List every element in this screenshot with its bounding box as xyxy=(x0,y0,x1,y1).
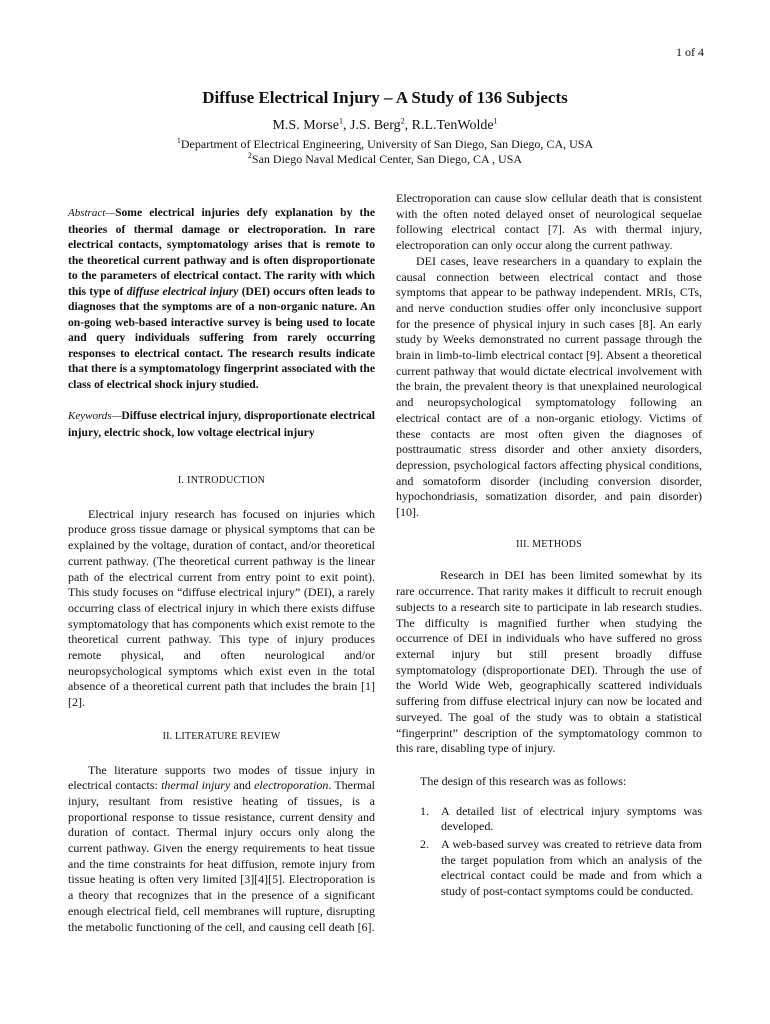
affiliation-mark: 1 xyxy=(176,136,181,145)
keywords-text: Diffuse electrical injury, disproportionate electrical injury, electric shock, low voltage electrical injury xyxy=(68,409,375,439)
literature-emphasis: thermal injury xyxy=(161,778,231,793)
abstract xyxy=(68,205,375,392)
list-item xyxy=(396,804,702,835)
design-intro: The design of this research was as follows: xyxy=(420,773,627,788)
section-number: I. xyxy=(177,475,187,486)
affiliation-1 xyxy=(0,137,770,152)
affiliation-text: Department of Electrical Engineering, University of San Diego, San Diego, CA, USA xyxy=(180,137,594,151)
literature-paragraph xyxy=(68,763,375,936)
literature-text: and xyxy=(230,778,255,793)
section-initial: I xyxy=(186,474,191,486)
abstract-text-2: (DEI) occurs often leads to diagnoses that the symptoms are of a non-organic nature. An on-going web-based interactive survey is being used to locate and query individuals suffering from rarely occurring responses to electrical contact. The research results indicate that there is a symptomatology fingerprint associated with the class of electrical shock injury studied. xyxy=(68,284,375,391)
paper-title: Diffuse Electrical Injury – A Study of 136 Subjects xyxy=(202,88,568,107)
author-affiliation-mark: 2 xyxy=(400,116,405,126)
methods-paragraph: Research in DEI has been limited somewhat by its rare occurrence. That rarity makes it difficult to recruit enough subjects to a research site to participate in lab research studies. The difficulty is magnified further when studying the occurrence of DEI in individuals who have suffered no gross external injury but still present broadly diffuse symptomatology (disproportionate DEI). Through the use of the World Wide Web, geographically scattered individuals suffering from diffuse electrical injury can now be located and surveyed. The goal of the study was to obtain a statistical “fingerprint” description of the symptomatology common to this rare, disabling type of injury. xyxy=(396,568,702,756)
page-number: 1 of 4 xyxy=(676,45,704,59)
author-name: R.L.TenWolde xyxy=(411,118,494,133)
author-line: M.S. Morse$^1$, J.S. Berg$^2$, R.L.TenWolde$^1$ xyxy=(272,116,498,133)
left-column xyxy=(68,205,375,935)
literature-text: . Thermal injury, resultant from resistive heating of tissues, is a proportional response to tissue resistance, current density and duration of contact. Thermal injury occurs only along the current pathway. Given the energy requirements to heat tissue and the time constraints for heat diffusion, remote injury from tissue heating is often very limited [3][4][5]. Electroporation is a theory that recognizes that in the presence of a significant enough electrical field, cell membranes will rupture, disrupting the metabolic functioning of the cell, and causing cell death [6]. xyxy=(68,778,375,934)
author-affiliation-mark: 1 xyxy=(338,116,343,126)
affiliation-text: San Diego Naval Medical Center, San Diego, CA , USA xyxy=(251,152,523,166)
author-name: J.S. Berg xyxy=(349,118,401,133)
introduction-paragraph: Electrical injury research has focused on injuries which produce gross tissue damage or physical symptoms that can be explained by the voltage, duration of contact, and/or theoretical current pathway. (The theoretical current pathway is the linear path of the electrical current from entry point to exit point). This study focuses on “diffuse electrical injury” (DEI), a rarely occurring class of electrical injury in which there exists diffuse symptomatology that has components which exist remote to the theoretical current pathway. This type of injury produces remote physical, and often neurological and/or neuropsychological symptoms which exist even in the total absence of a theoretical current path that includes the brain [1][2]. xyxy=(68,506,375,710)
author-name: M.S. Morse xyxy=(272,118,339,133)
affiliation-mark: 2 xyxy=(247,151,252,160)
section-heading-literature-review: II. LITERATURE REVIEW xyxy=(162,730,281,742)
electroporation-paragraph: Electroporation can cause slow cellular death that is consistent with the often noted delayed onset of neurological sequelae following electrical contact [7]. As with thermal injury, electroporation can only occur along the current pathway. xyxy=(396,191,702,253)
design-list xyxy=(396,804,702,900)
right-column xyxy=(396,191,702,902)
affiliation-2 xyxy=(0,152,770,167)
list-item-number: 1. xyxy=(420,803,429,818)
keywords xyxy=(68,408,375,440)
list-item-text: A detailed list of electrical injury symptoms was developed. xyxy=(441,803,702,834)
list-item-text: A web-based survey was created to retrieve data from the target population from which an analysis of the electrical contact could be made and from which a study of post-contact symptoms could be conducted. xyxy=(441,837,702,899)
list-item xyxy=(396,837,702,900)
section-title-rest: NTRODUCTION xyxy=(190,475,266,486)
section-heading-introduction xyxy=(68,473,375,489)
section-heading-methods: III. METHODS xyxy=(516,538,582,550)
abstract-lead: Abstract— xyxy=(68,207,116,219)
abstract-text: Some electrical injuries defy explanation by the theories of thermal damage or electroporation. In rare electrical contacts, symptomatology arises that is remote to the theoretical current pathway and is often disproportionate to the parameters of electrical contact. The rarity with which this type of xyxy=(68,206,375,298)
literature-text: The literature supports two modes of tissue injury in electrical contacts: xyxy=(68,762,375,793)
literature-emphasis: electroporation xyxy=(254,778,329,793)
author-affiliation-mark: 1 xyxy=(493,116,498,126)
keywords-lead: Keywords— xyxy=(68,410,122,422)
list-item-number: 2. xyxy=(420,837,429,852)
dei-paragraph: DEI cases, leave researchers in a quandary to explain the causal connection between electrical contact and those symptoms that appear to be pathway independent. MRIs, CTs, and nerve conduction studies offer only inconclusive support for the presence of physical injury in such cases [8]. An early study by Weeks demonstrated no current passage through the brain in limb-to-limb electrical contact [9]. Absent a theoretical current pathway that would dictate electrical involvement with the brain, the prevalent theory is that unexplained neurological and neuropsychological symptomatology following an electrical contact are of a non-organic etiology. Victims of these contacts are most often given the diagnoses of posttraumatic stress disorder and other anxiety disorders, depression, psychological factors affecting physical conditions, and somatoform disorder (including conversion disorder, hypochondriasis, somatization disorder, and pain disorder) [10]. xyxy=(396,253,702,520)
abstract-emphasis: diffuse electrical injury xyxy=(126,284,239,298)
